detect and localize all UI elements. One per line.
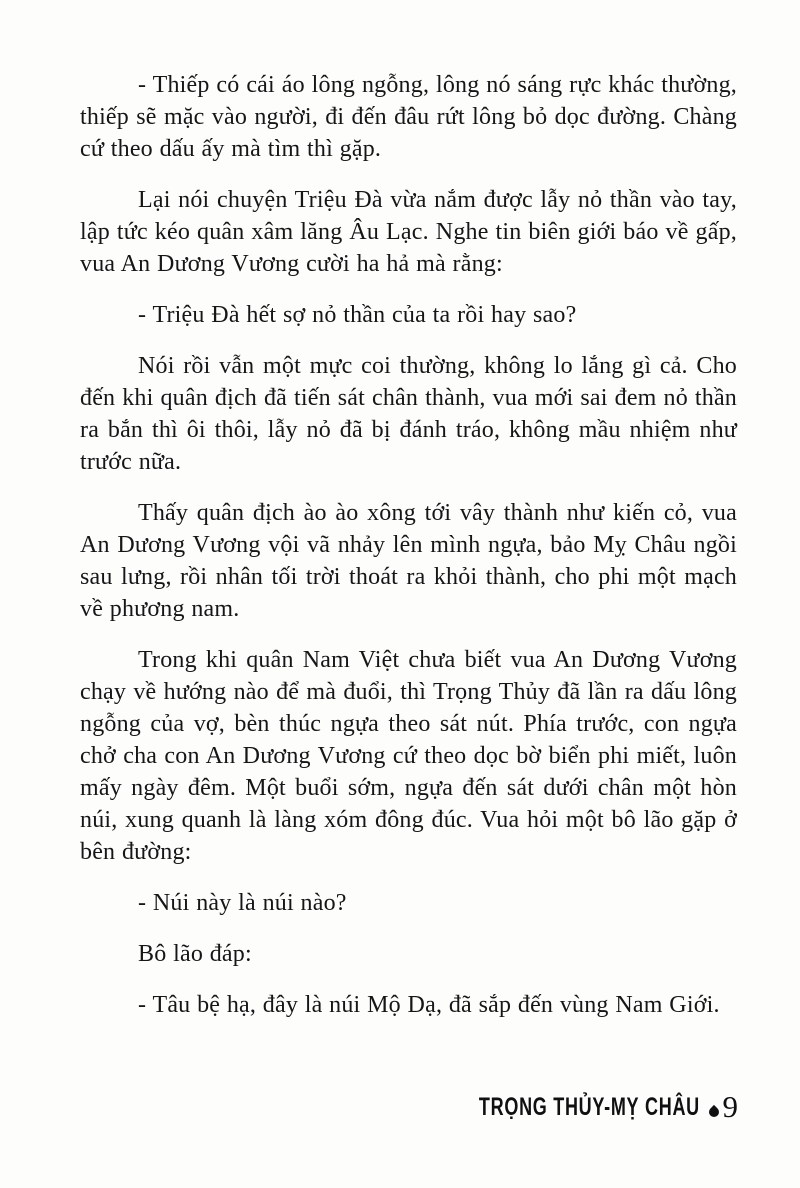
page-footer — [393, 1089, 738, 1124]
paragraph: Lại nói chuyện Triệu Đà vừa nắm được lẫy nỏ thần vào tay, lập tức kéo quân xâm lăng Âu Lạc. Nghe tin biên giới báo về gấp, vua An Dương Vương cười ha hả mà rằng: — [80, 187, 737, 277]
paragraph: Bô lão đáp: — [138, 941, 252, 967]
paragraph: - Thiếp có cái áo lông ngỗng, lông nó sáng rực khác thường, thiếp sẽ mặc vào người, đi đến đâu rứt lông bỏ dọc đường. Chàng cứ theo dấu ấy mà tìm thì gặp. — [80, 72, 737, 162]
paragraph: Thấy quân địch ào ào xông tới vây thành như kiến cỏ, vua An Dương Vương vội vã nhảy lên mình ngựa, bảo Mỵ Châu ngồi sau lưng, rồi nhân tối trời thoát ra khỏi thành, cho phi một mạch về phương nam. — [80, 500, 737, 622]
paragraph: Nói rồi vẫn một mực coi thường, không lo lắng gì cả. Cho đến khi quân địch đã tiến sát chân thành, vua mới sai đem nỏ thần ra bắn thì ôi thôi, lẫy nỏ đã bị đánh tráo, không mầu nhiệm như trước nữa. — [80, 353, 737, 475]
running-title: TRỌNG THỦY-MỴ CHÂU — [478, 1093, 700, 1121]
paragraph: - Núi này là núi nào? — [138, 890, 347, 916]
story-text-block — [80, 69, 737, 1040]
paragraph: - Triệu Đà hết sợ nỏ thần của ta rồi hay sao? — [138, 302, 577, 328]
page-number: 9 — [722, 1089, 738, 1124]
paragraph: - Tâu bệ hạ, đây là núi Mộ Dạ, đã sắp đến vùng Nam Giới. — [138, 992, 720, 1018]
droplet-icon — [706, 1105, 720, 1119]
paragraph: Trong khi quân Nam Việt chưa biết vua An Dương Vương chạy về hướng nào để mà đuổi, thì Trọng Thủy đã lần ra dấu lông ngỗng của vợ, bèn thúc ngựa theo sát nút. Phía trước, con ngựa chở cha con An Dương Vương cứ theo dọc bờ biển phi miết, luôn mấy ngày đêm. Một buổi sớm, ngựa đến sát dưới chân một hòn núi, xung quanh là làng xóm đông đúc. Vua hỏi một bô lão gặp ở bên đường: — [80, 647, 737, 865]
